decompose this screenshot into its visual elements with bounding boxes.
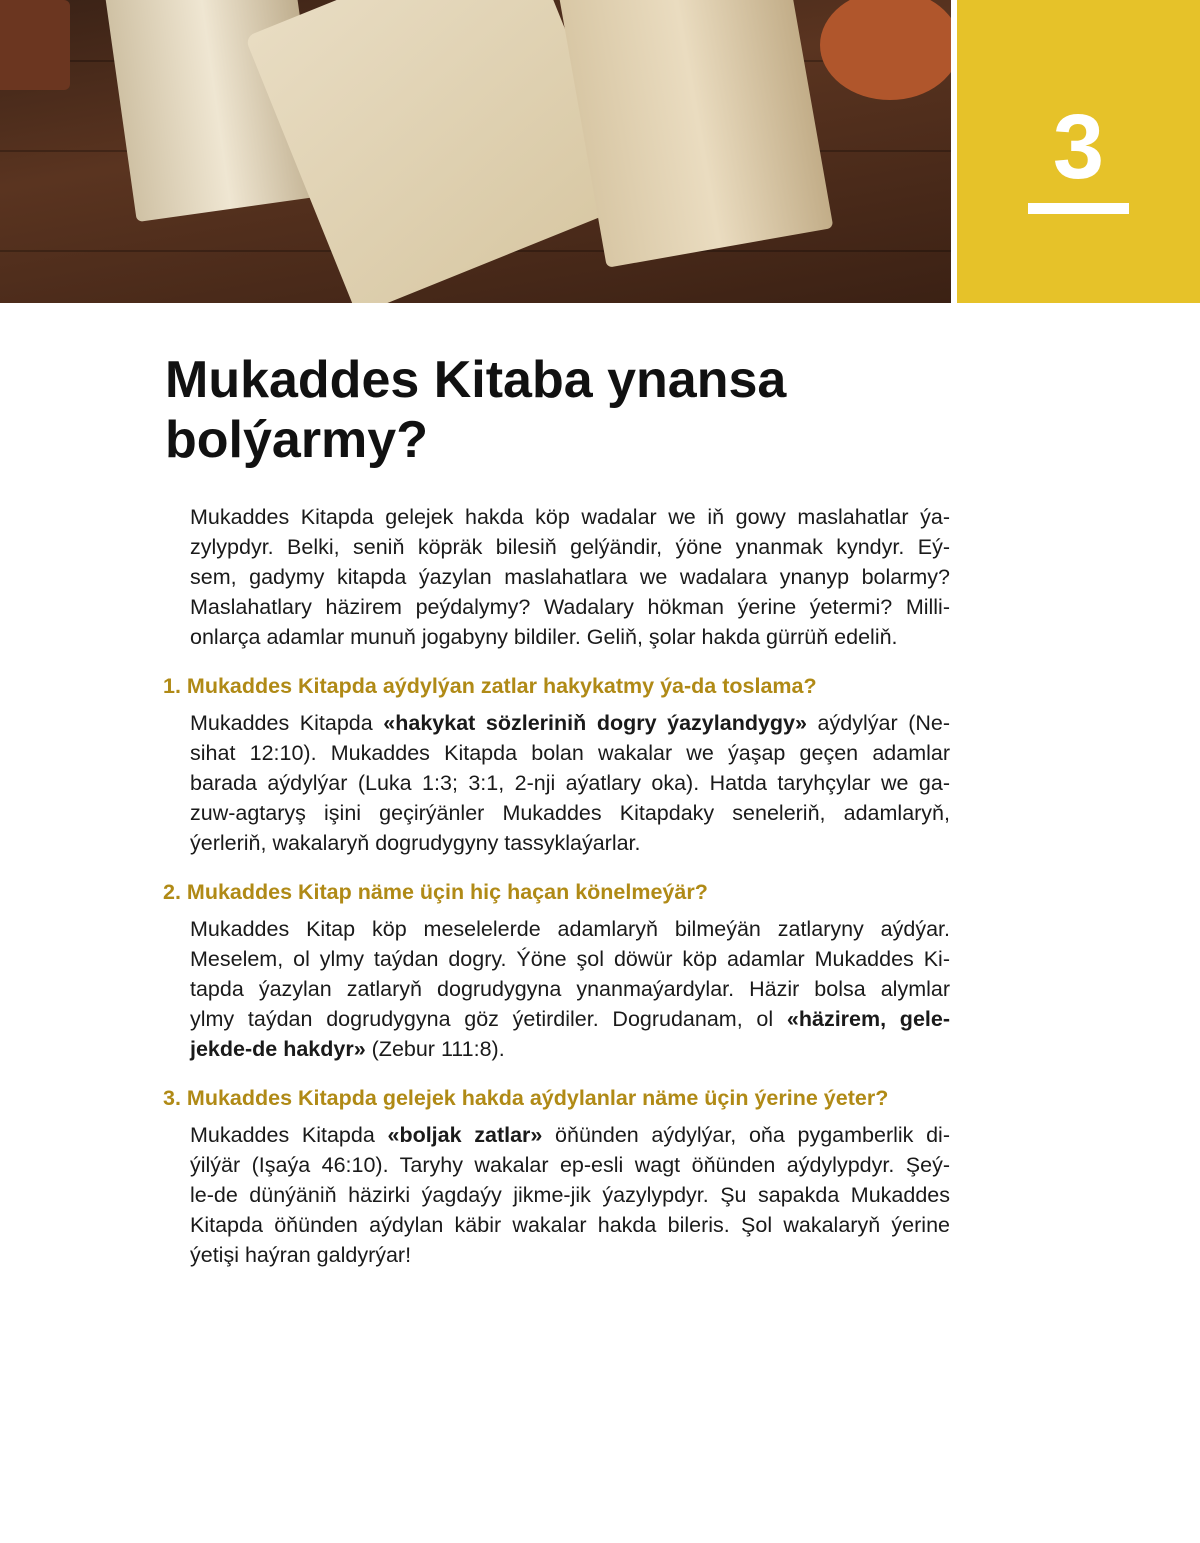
- text-line: barada aýdylýar (Luka 1:3; 3:1, 2-nji aýatlary oka). Hatda taryhçylar we ga-: [190, 771, 950, 795]
- text-line: [190, 1120, 950, 1150]
- section-paragraph-1: [190, 708, 950, 858]
- section-paragraph-3: [190, 1120, 950, 1270]
- bold-quote: jekde-de hakdyr»: [190, 1037, 366, 1061]
- chapter-number: 3: [1052, 96, 1105, 198]
- title-line: Mukaddes Kitaba ynansa: [165, 351, 787, 409]
- text-line: ýilýär (Işaýa 46:10). Taryhy wakalar ep-esli wagt öňünden aýdylypdyr. Şeý-: [190, 1153, 950, 1177]
- text-line: [190, 1004, 950, 1034]
- scrolls-photo: [0, 0, 951, 303]
- text-line: [190, 708, 950, 738]
- text: Mukaddes Kitapda: [190, 711, 384, 735]
- text-line: onlarça adamlar munuň jogabyny bildiler. Geliň, şolar hakda gürrüň edeliň.: [190, 625, 898, 649]
- section-heading-2: 2. Mukaddes Kitap näme üçin hiç haçan könelmeýär?: [163, 880, 708, 904]
- text-line: sihat 12:10). Mukaddes Kitapda bolan wakalar we ýaşap geçen adamlar: [190, 741, 950, 765]
- text-line: tapda ýazylan zatlaryň dogrudygyna ynanmaýardylar. Häzir bolsa alymlar: [190, 977, 950, 1001]
- section-heading-3: 3. Mukaddes Kitapda gelejek hakda aýdylanlar näme üçin ýerine ýeter?: [163, 1086, 889, 1110]
- text-line: Meselem, ol ylmy taýdan dogry. Ýöne şol döwür köp adamlar Mukaddes Ki-: [190, 947, 950, 971]
- text: Mukaddes Kitapda: [190, 1123, 388, 1147]
- section-heading-1: 1. Mukaddes Kitapda aýdylýan zatlar hakykatmy ýa-da toslama?: [163, 674, 817, 698]
- text-line: ýetişi haýran galdyrýar!: [190, 1243, 412, 1267]
- text-line: Mukaddes Kitap köp meselelerde adamlaryň bilmeýän zatlaryny aýdýar.: [190, 917, 950, 941]
- bold-quote: «boljak zatlar»: [387, 1123, 543, 1147]
- text-line: le-de dünýäniň häzirki ýagdaýy jikme-jik ýazylypdyr. Şu sapakda Mukaddes: [190, 1183, 950, 1207]
- text-line: [190, 1034, 950, 1064]
- title-line: bolýarmy?: [165, 411, 428, 469]
- section-paragraph-2: [190, 914, 950, 1064]
- bold-quote: «hakykat sözleriniň dogry ýazylandygy»: [383, 711, 807, 735]
- text: öňünden aýdylýar, oňa pygamberlik di-: [542, 1123, 950, 1147]
- page-title: [165, 350, 786, 470]
- chapter-badge: [957, 0, 1200, 303]
- text: aýdylýar (Ne-: [806, 711, 950, 735]
- text-line: Kitapda öňünden aýdylan käbir wakalar hakda bileris. Şol wakalaryň ýerine: [190, 1213, 950, 1237]
- text: (Zebur 111:8).: [365, 1037, 505, 1061]
- text-line: sem, gadymy kitapda ýazylan maslahatlara we wadalara ynanyp bolarmy?: [190, 565, 950, 589]
- text-line: Mukaddes Kitapda gelejek hakda köp wadalar we iň gowy maslahatlar ýa-: [190, 505, 950, 529]
- text-line: ýerleriň, wakalaryň dogrudygyny tassyklaýarlar.: [190, 831, 641, 855]
- intro-paragraph: [190, 502, 950, 652]
- chapter-underline: [1028, 203, 1129, 214]
- text-line: zylypdyr. Belki, seniň köpräk bilesiň gelýändir, ýöne ynanmak kyndyr. Eý-: [190, 535, 950, 559]
- text-line: Maslahatlary häzirem peýdalymy? Wadalary hökman ýerine ýetermi? Milli-: [190, 595, 950, 619]
- text-line: zuw-agtaryş işini geçirýänler Mukaddes Kitapdaky seneleriň, adamlaryň,: [190, 801, 950, 825]
- bold-quote: «häzirem, gele-: [786, 1007, 950, 1031]
- text: ylmy taýdan dogrudygyna göz ýetirdiler. Dogrudanam, ol: [190, 1007, 787, 1031]
